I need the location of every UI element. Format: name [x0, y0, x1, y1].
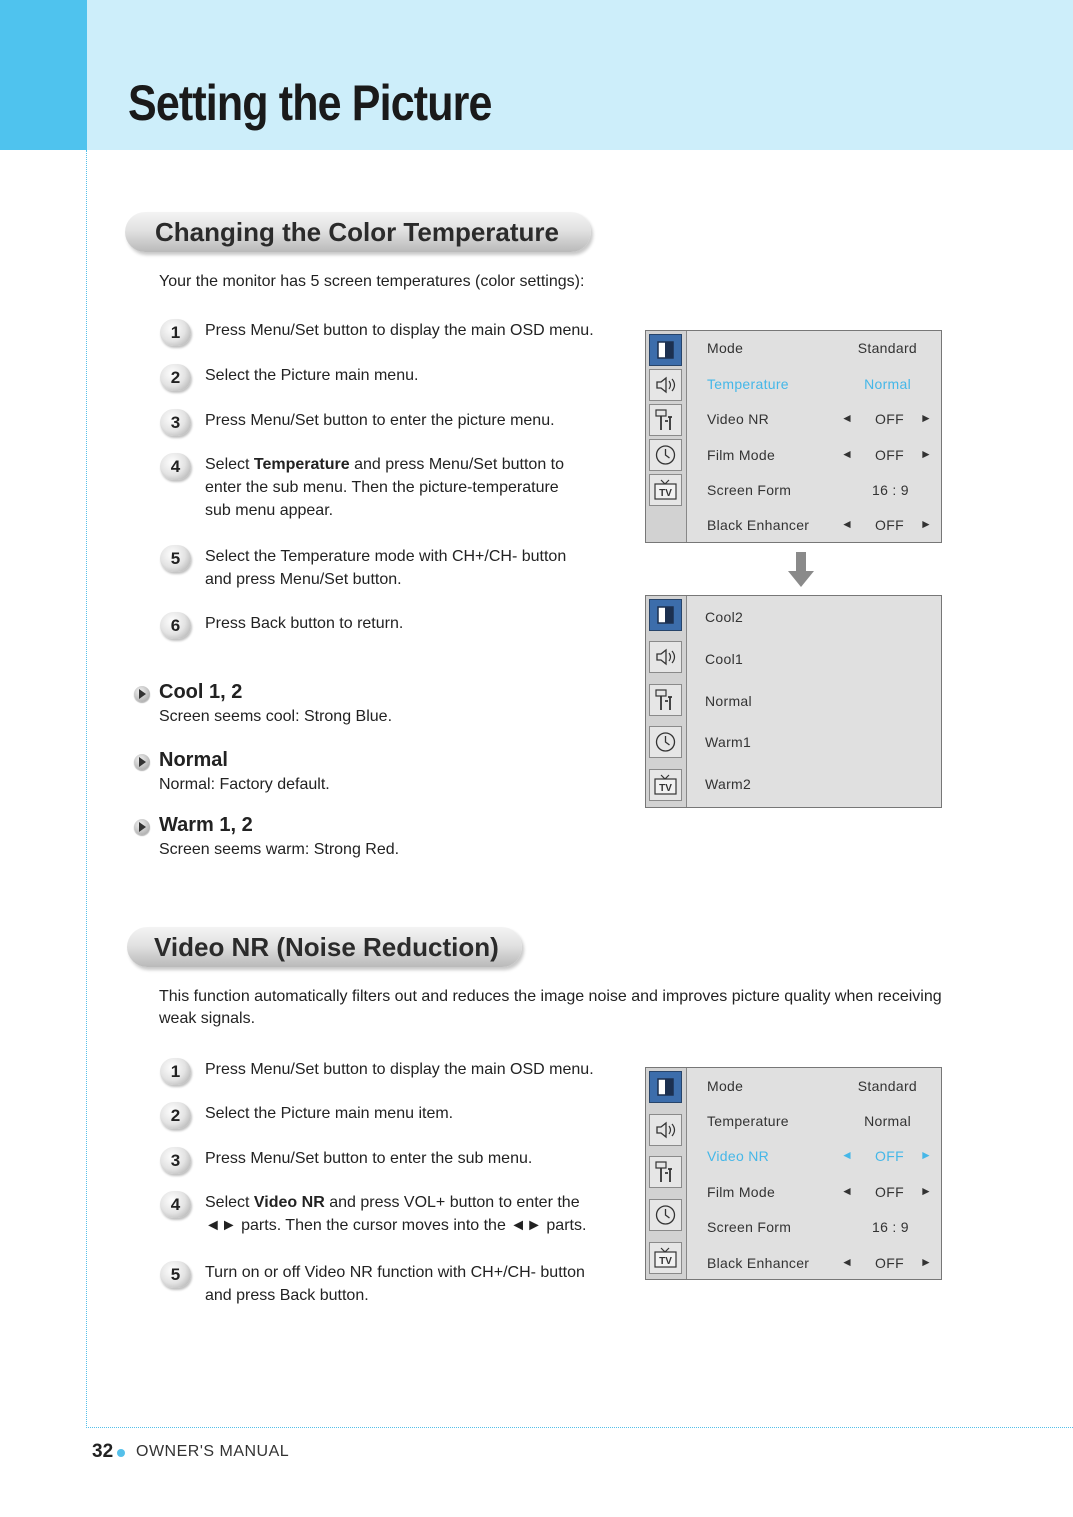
mode-title: Normal [159, 749, 228, 771]
play-bullet-icon [134, 754, 150, 770]
step-number-badge: 5 [160, 1261, 191, 1288]
osd-sidebar [646, 331, 687, 542]
arrow-left-icon: ◄ [841, 1184, 854, 1198]
mode-description: Screen seems cool: Strong Blue. [159, 708, 393, 725]
clock-icon[interactable] [649, 1199, 682, 1231]
temp-option-cool1[interactable]: Cool1 [705, 651, 744, 667]
section-intro: This function automatically filters out and reduces the image noise and improves picture quality when receiving weak signals. [159, 988, 942, 1027]
mode-title: Cool 1, 2 [159, 681, 243, 703]
section-heading-video-nr [127, 927, 522, 967]
step-text: Select the Picture main menu item. [205, 1105, 454, 1122]
step-text: Press Menu/Set button to enter the sub menu. [205, 1150, 533, 1167]
arrow-right-icon: ► [920, 447, 933, 461]
svg-text:TV: TV [659, 488, 672, 499]
arrow-right-icon: ► [920, 517, 933, 531]
step-number-badge: 2 [160, 1102, 191, 1129]
clock-icon[interactable] [649, 726, 682, 758]
bottom-guide-line [86, 1427, 1073, 1428]
arrow-right-icon: ► [920, 1255, 933, 1269]
step-text: Select the Temperature mode with CH+/CH- button and press Menu/Set button. [205, 548, 567, 588]
step-text: Press Menu/Set button to display the main OSD menu. [205, 322, 594, 339]
page-number: 32 [92, 1441, 114, 1462]
arrow-left-icon: ◄ [841, 517, 854, 531]
step-number-badge: 4 [160, 1191, 191, 1218]
step-number-badge: 5 [160, 545, 191, 572]
step-number-badge: 3 [160, 409, 191, 436]
step-number-badge: 6 [160, 612, 191, 639]
mode-description: Normal: Factory default. [159, 776, 330, 793]
step-text: Select Video NR and press VOL+ button to enter the ◄► parts. Then the cursor moves into the ◄► parts. [205, 1194, 587, 1234]
picture-icon[interactable] [649, 599, 682, 631]
arrow-right-icon: ► [920, 1148, 933, 1162]
header-tab [0, 0, 87, 150]
step-text: Press Menu/Set button to enter the picture menu. [205, 412, 555, 429]
svg-text:TV: TV [659, 783, 672, 794]
mode-description: Screen seems warm: Strong Red. [159, 841, 400, 858]
down-arrow-icon [788, 552, 814, 588]
arrow-left-icon: ◄ [841, 411, 854, 425]
page-title: Setting the Picture [128, 75, 492, 131]
osd-sidebar [646, 596, 687, 807]
section-heading-text: Changing the Color Temperature [155, 217, 559, 247]
step-number-badge: 4 [160, 453, 191, 480]
footer-dot-icon [117, 1449, 125, 1457]
mode-title: Warm 1, 2 [159, 814, 253, 836]
temp-option-warm2[interactable]: Warm2 [705, 776, 752, 792]
sound-icon[interactable] [649, 369, 682, 401]
tools-icon[interactable] [649, 404, 682, 436]
footer-text: OWNER'S MANUAL [136, 1443, 290, 1460]
tv-icon[interactable] [649, 769, 682, 801]
emphasis-temperature: Temperature [253, 456, 350, 473]
step-number-badge: 3 [160, 1147, 191, 1174]
picture-icon[interactable] [649, 334, 682, 366]
play-bullet-icon [134, 819, 150, 835]
section-heading-color-temperature [125, 212, 591, 252]
arrow-left-icon: ◄ [841, 447, 854, 461]
temp-option-cool2[interactable]: Cool2 [705, 609, 744, 625]
temp-option-normal[interactable]: Normal [705, 693, 752, 709]
step-text: Press Menu/Set button to display the main OSD menu. [205, 1061, 594, 1078]
emphasis-video-nr: Video NR [253, 1194, 325, 1211]
step-number-badge: 1 [160, 1058, 191, 1085]
osd-sidebar [646, 1068, 687, 1279]
left-guide-line [86, 150, 87, 1428]
arrow-right-icon: ► [920, 1184, 933, 1198]
sound-icon[interactable] [649, 641, 682, 673]
step-number-badge: 2 [160, 364, 191, 391]
play-bullet-icon [134, 686, 150, 702]
tv-icon[interactable] [649, 1242, 682, 1274]
arrow-right-icon: ► [920, 411, 933, 425]
osd-picture-menu: TV Mode Standard Temperature Normal Video NR ◄ OFF ► Film Mode ◄ OFF ► Screen Form 16 : 9 Black Enhancer ◄ OFF ► [645, 330, 942, 543]
osd-temperature-menu [645, 595, 942, 808]
step-text: Select the Picture main menu. [205, 367, 419, 384]
tv-icon[interactable] [649, 474, 682, 506]
osd-picture-menu-video-nr: TV Mode Standard Temperature Normal Video NR ◄ OFF ► Film Mode ◄ OFF ► Screen Form 16 : 9 Black Enhancer ◄ OFF ► [645, 1067, 942, 1280]
step-text: Select Temperature and press Menu/Set button to enter the sub menu. Then the picture-temperature sub menu appear. [205, 456, 565, 519]
section-intro: Your the monitor has 5 screen temperatures (color settings): [159, 273, 585, 290]
step-number-badge: 1 [160, 319, 191, 346]
step-text: Turn on or off Video NR function with CH+/CH- button and press Back button. [205, 1264, 585, 1304]
picture-icon[interactable] [649, 1071, 682, 1103]
sound-icon[interactable] [649, 1114, 682, 1146]
tools-icon[interactable] [649, 1156, 682, 1188]
clock-icon[interactable] [649, 439, 682, 471]
arrow-left-icon: ◄ [841, 1255, 854, 1269]
tools-icon[interactable] [649, 684, 682, 716]
arrow-left-icon: ◄ [841, 1148, 854, 1162]
temp-option-warm1[interactable]: Warm1 [705, 734, 752, 750]
svg-text:TV: TV [659, 1256, 672, 1267]
step-text: Press Back button to return. [205, 615, 404, 632]
section-heading-text: Video NR (Noise Reduction) [154, 932, 499, 962]
